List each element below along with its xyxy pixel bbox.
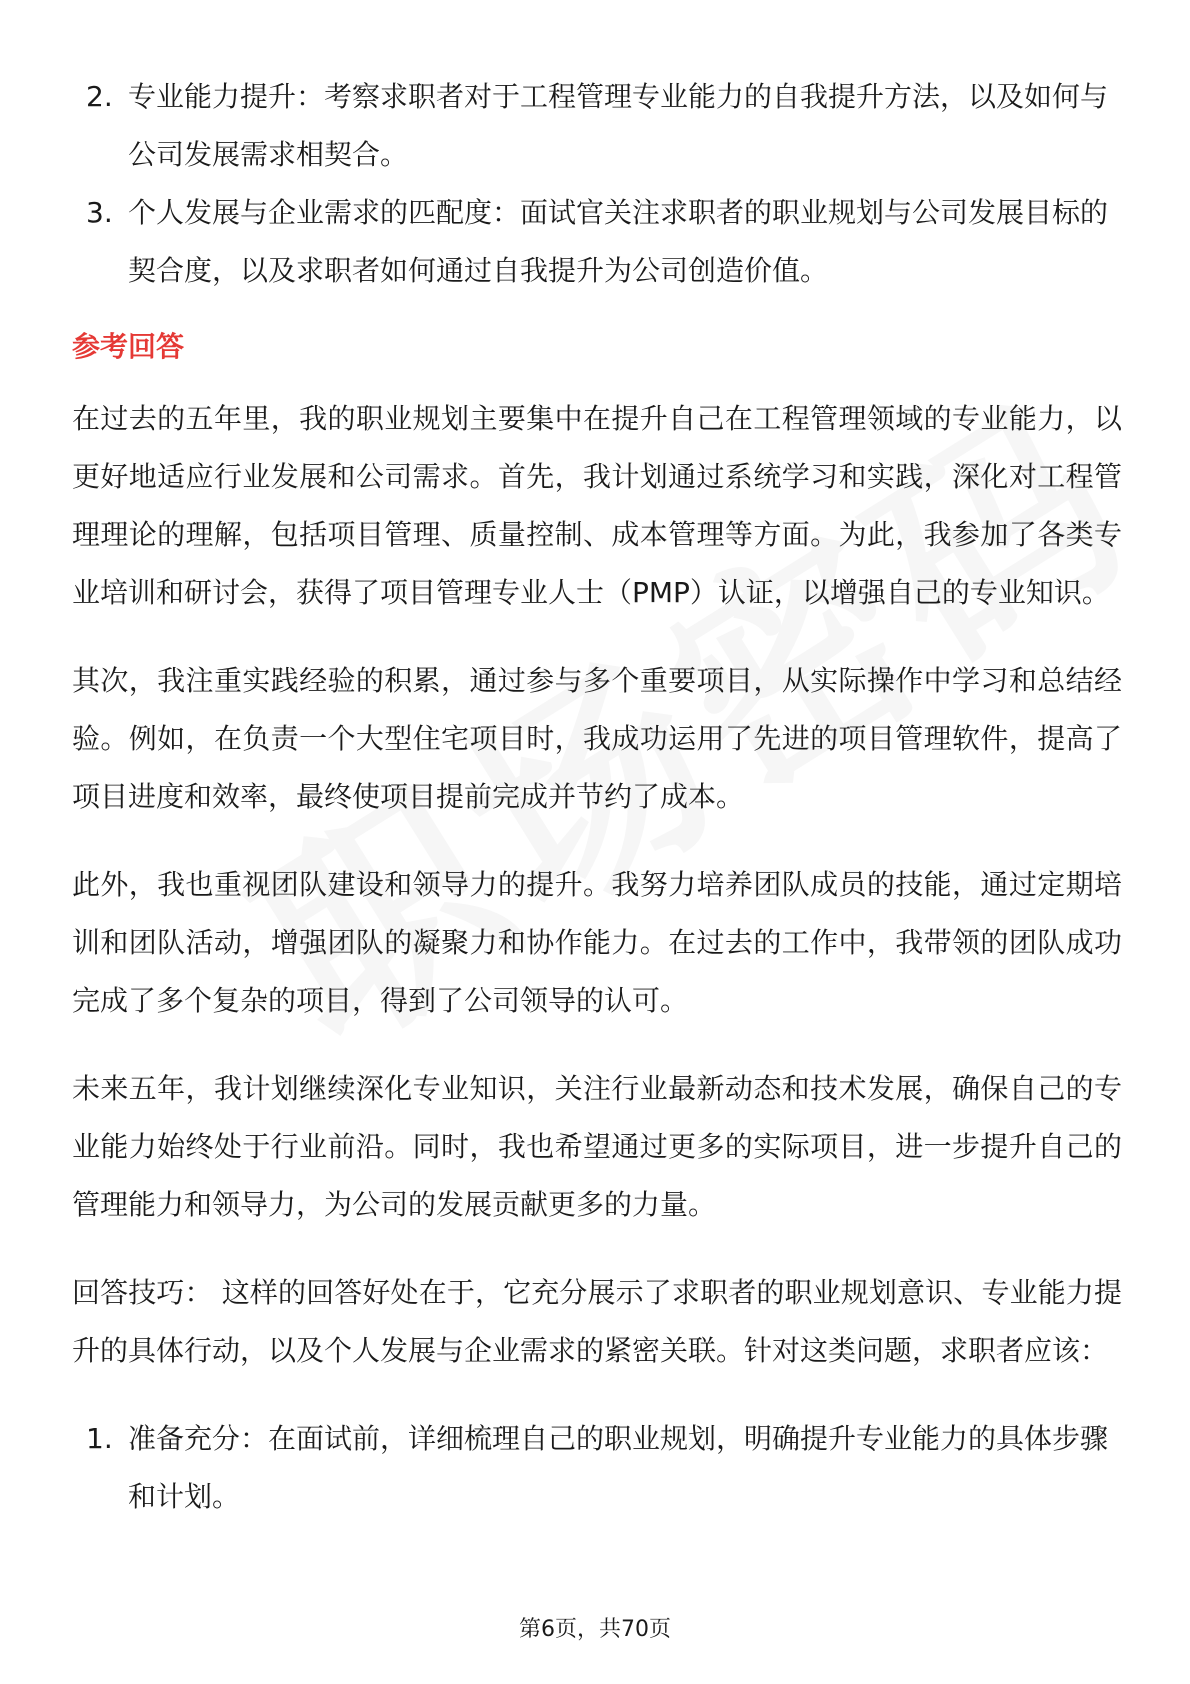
list-number: 1. bbox=[86, 1422, 113, 1455]
paragraph: 此外，我也重视团队建设和领导力的提升。我努力培养团队成员的技能，通过定期培训和团队活动，增强团队的凝聚力和协作能力。在过去的工作中，我带领的团队成功完成了多个复杂的项目，得到了公司领导的认可。 bbox=[72, 868, 1122, 1017]
section-title: 参考回答 bbox=[72, 330, 185, 363]
list-item bbox=[72, 68, 1122, 184]
list-number: 3. bbox=[86, 196, 113, 229]
paragraph: 未来五年，我计划继续深化专业知识，关注行业最新动态和技术发展，确保自己的专业能力始终处于行业前沿。同时，我也希望通过更多的实际项目，进一步提升自己的管理能力和领导力，为公司的发展贡献更多的力量。 bbox=[72, 1072, 1122, 1221]
list-text: 准备充分：在面试前，详细梳理自己的职业规划，明确提升专业能力的具体步骤和计划。 bbox=[128, 1422, 1109, 1513]
tips-paragraph: 回答技巧： 这样的回答好处在于，它充分展示了求职者的职业规划意识、专业能力提升的具体行动，以及个人发展与企业需求的紧密关联。针对这类问题，求职者应该： bbox=[72, 1276, 1122, 1367]
list-text: 个人发展与企业需求的匹配度：面试官关注求职者的职业规划与公司发展目标的契合度，以及求职者如何通过自我提升为公司创造价值。 bbox=[128, 196, 1109, 287]
list-text: 专业能力提升：考察求职者对于工程管理专业能力的自我提升方法，以及如何与公司发展需求相契合。 bbox=[128, 80, 1109, 171]
paragraph: 在过去的五年里，我的职业规划主要集中在提升自己在工程管理领域的专业能力，以更好地适应行业发展和公司需求。首先，我计划通过系统学习和实践，深化对工程管理理论的理解，包括项目管理、质量控制、成本管理等方面。为此，我参加了各类专业培训和研讨会，获得了项目管理专业人士（PMP）认证，以增强自己的专业知识。 bbox=[72, 402, 1122, 609]
bottom-list bbox=[72, 1410, 1122, 1526]
page-footer: 第6页，共70页 bbox=[519, 1617, 671, 1642]
paragraph: 其次，我注重实践经验的积累，通过参与多个重要项目，从实际操作中学习和总结经验。例如，在负责一个大型住宅项目时，我成功运用了先进的项目管理软件，提高了项目进度和效率，最终使项目提前完成并节约了成本。 bbox=[72, 664, 1122, 813]
document-page bbox=[72, 68, 1122, 1526]
top-list bbox=[72, 68, 1122, 300]
list-item bbox=[72, 184, 1122, 300]
list-item bbox=[72, 1410, 1122, 1526]
list-number: 2. bbox=[86, 80, 113, 113]
